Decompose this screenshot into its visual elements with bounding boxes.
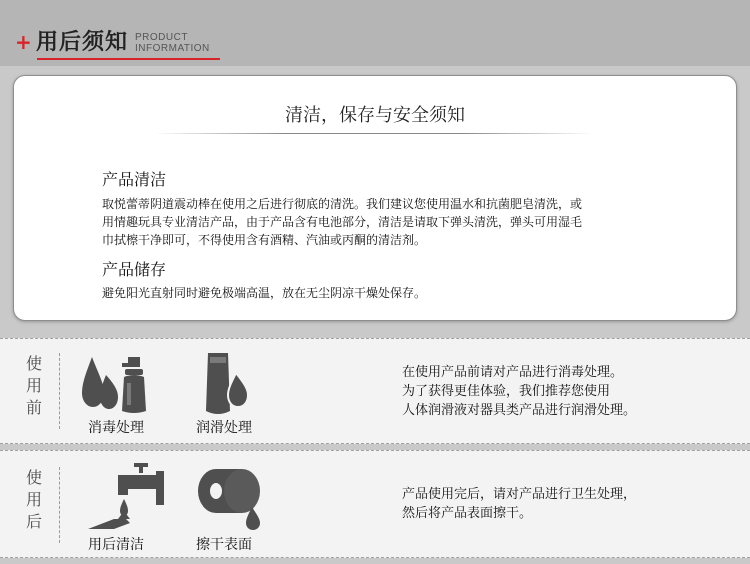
storage-heading: 产品储存	[102, 260, 167, 279]
label-char: 使	[25, 354, 42, 373]
cleaning-text	[102, 195, 682, 249]
storage-line: 避免阳光直射同时避免极端高温，放在无尘阴凉干燥处保存。	[102, 286, 427, 300]
after-use-label	[9, 467, 60, 543]
before-line: 人体润滑液对器具类产品进行润滑处理。	[402, 403, 637, 418]
before-use-panel	[0, 338, 750, 444]
disinfect-icon	[78, 349, 158, 419]
label-char: 后	[25, 512, 42, 531]
subtitle-line-1: PRODUCT	[135, 32, 188, 43]
disinfect-label: 消毒处理	[88, 420, 144, 436]
after-use-text	[402, 485, 636, 523]
before-line: 为了获得更佳体验，我们推荐您使用	[402, 384, 611, 399]
page-subtitle	[135, 32, 210, 54]
before-line: 在使用产品前请对产品进行消毒处理。	[402, 365, 624, 380]
plus-icon: +	[15, 30, 32, 54]
page-title: 用后须知	[36, 30, 129, 55]
after-line: 产品使用完后，请对产品进行卫生处理，	[402, 487, 637, 502]
label-char: 使	[25, 468, 42, 487]
before-use-text	[402, 363, 636, 420]
tissue-roll-icon	[194, 463, 274, 533]
cleaning-heading: 产品清洁	[102, 170, 167, 189]
label-char: 前	[25, 398, 42, 417]
after-clean-label: 用后清洁	[88, 537, 144, 553]
before-use-label	[9, 353, 60, 429]
cleaning-line: 用情趣玩具专业清洁产品，由于产品含有电池部分，清洁是请取下弹头清洗，弹头可用湿毛	[102, 215, 583, 229]
label-char: 用	[25, 490, 42, 509]
cleaning-line: 巾拭檫干净即可，不得使用含有酒精、汽油或丙酮的清洁剂。	[102, 233, 427, 247]
subtitle-line-2: INFORMATION	[135, 43, 210, 54]
wipe-dry-label: 擦干表面	[196, 537, 252, 553]
after-use-panel	[0, 450, 750, 558]
lubricate-label: 润滑处理	[196, 420, 252, 436]
after-line: 然后将产品表面擦干。	[402, 506, 533, 521]
title-divider	[154, 133, 594, 134]
card-title: 清洁，保存与安全须知	[285, 105, 465, 126]
header-bar	[0, 0, 750, 66]
cleaning-line: 取悦蕾蒂阴道震动棒在使用之后进行彻底的清洗。我们建议您使用温水和抗菌肥皂清洗，或	[102, 197, 583, 211]
storage-text	[102, 284, 682, 302]
faucet-icon	[84, 459, 168, 535]
title-underline	[37, 58, 220, 60]
label-char: 用	[25, 376, 42, 395]
care-instructions-card	[13, 75, 737, 321]
lubricate-icon	[198, 347, 258, 419]
